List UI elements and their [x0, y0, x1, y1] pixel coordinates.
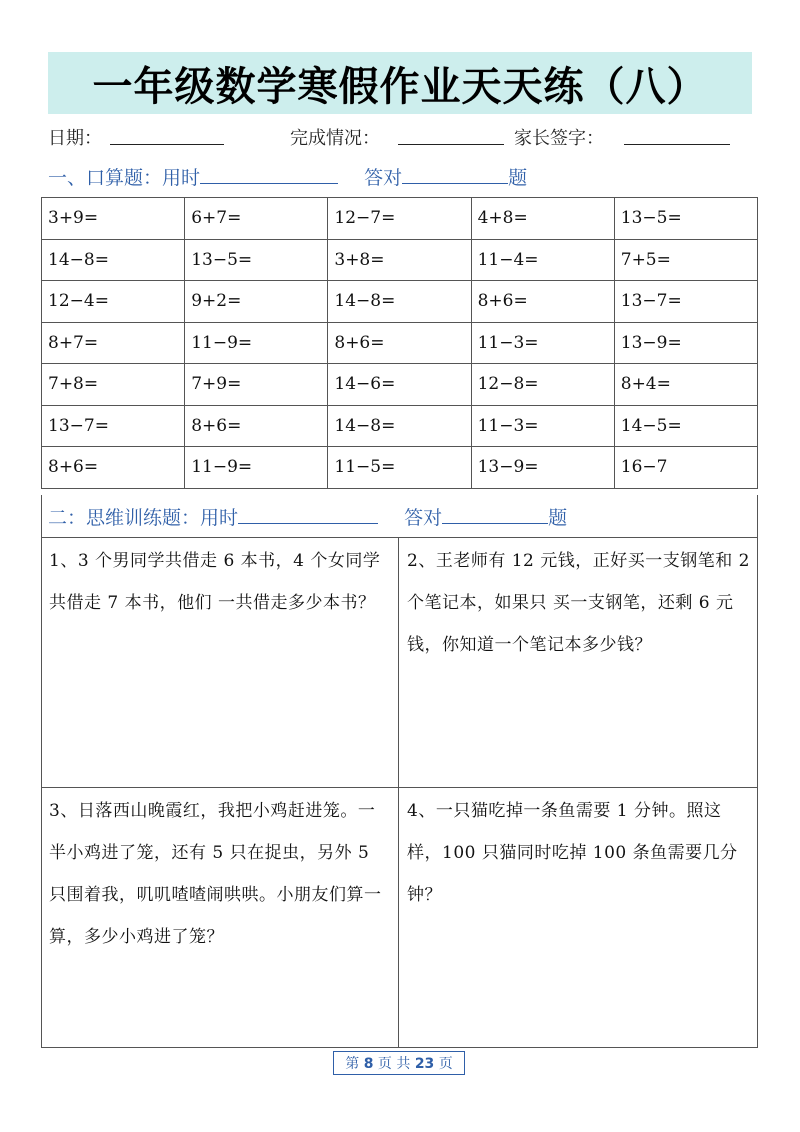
page-prefix: 第: [345, 1056, 360, 1072]
completion-label: 完成情况：: [290, 128, 380, 149]
title-band: [48, 52, 752, 114]
calc-cell[interactable]: 14−8=: [42, 239, 185, 281]
calc-cell[interactable]: 8+4=: [614, 364, 757, 406]
table-row: [42, 364, 758, 406]
page-indicator: [333, 1051, 465, 1075]
calc-cell[interactable]: 8+7=: [42, 322, 185, 364]
calc-cell[interactable]: 11−9=: [185, 322, 328, 364]
calc-cell[interactable]: 8+6=: [471, 281, 614, 323]
divider: [41, 537, 758, 538]
calc-cell[interactable]: 7+8=: [42, 364, 185, 406]
calc-cell[interactable]: 8+6=: [42, 447, 185, 489]
calc-cell[interactable]: 13−7=: [42, 405, 185, 447]
section1-time-field[interactable]: [200, 165, 338, 184]
calc-cell[interactable]: 13−9=: [614, 322, 757, 364]
parent-signature-label: 家长签字：: [514, 128, 604, 149]
calc-cell[interactable]: 11−5=: [328, 447, 471, 489]
mental-math-table: [41, 197, 758, 489]
table-row: [42, 281, 758, 323]
calc-cell[interactable]: 13−9=: [471, 447, 614, 489]
problem-2: 2、王老师有 12 元钱，正好买一支钢笔和 2 个笔记本，如果只 买一支钢笔，还剩 6 元钱，你知道一个笔记本多少钱？: [407, 551, 750, 655]
date-label: 日期：: [48, 128, 102, 149]
section2-unit: 题: [548, 507, 568, 529]
calc-cell[interactable]: 12−7=: [328, 198, 471, 240]
page-total: 23: [414, 1056, 435, 1072]
section2-heading: [48, 503, 567, 530]
problem-1: 1、3 个男同学共借走 6 本书，4 个女同学共借走 7 本书，他们 一共借走多少本书？: [49, 551, 381, 613]
page-middle: 页 共: [377, 1056, 411, 1072]
calc-cell[interactable]: 7+9=: [185, 364, 328, 406]
calc-cell[interactable]: 11−3=: [471, 322, 614, 364]
section2-label: 二：思维训练题：用时: [48, 507, 239, 529]
calc-cell[interactable]: 11−3=: [471, 405, 614, 447]
section2-correct-label: 答对: [404, 507, 443, 529]
calc-cell[interactable]: 12−4=: [42, 281, 185, 323]
calc-cell[interactable]: 8+6=: [185, 405, 328, 447]
problem-3: 3、日落西山晚霞红，我把小鸡赶进笼。一半小鸡进了笼，还有 5 只在捉虫，另外 5 只围着我，叽叽喳喳闹哄哄。小朋友们算一 算，多少小鸡进了笼？: [49, 801, 382, 947]
section1-correct-field[interactable]: [402, 165, 508, 184]
table-row: [42, 198, 758, 240]
calc-cell[interactable]: 8+6=: [328, 322, 471, 364]
section1-correct-label: 答对: [364, 167, 403, 189]
table-row: [42, 405, 758, 447]
calc-cell[interactable]: 16−7: [614, 447, 757, 489]
divider: [41, 787, 758, 788]
parent-signature-field[interactable]: [624, 144, 730, 145]
section2-time-field[interactable]: [238, 505, 378, 524]
page-title: 一年级数学寒假作业天天练（八）: [92, 63, 708, 110]
completion-field[interactable]: [398, 144, 504, 145]
date-field[interactable]: [110, 144, 224, 145]
calc-cell[interactable]: 13−5=: [614, 198, 757, 240]
section1-label: 一、口算题：用时: [48, 167, 201, 189]
table-row: [42, 239, 758, 281]
section1-unit: 题: [508, 167, 528, 189]
calc-cell[interactable]: 7+5=: [614, 239, 757, 281]
calc-cell[interactable]: 6+7=: [185, 198, 328, 240]
problem-4: 4、一只猫吃掉一条鱼需要 1 分钟。照这样，100 只猫同时吃掉 100 条鱼需要几分钟？: [407, 801, 738, 905]
section2-correct-field[interactable]: [442, 505, 548, 524]
table-row: [42, 322, 758, 364]
page-suffix: 页: [438, 1056, 453, 1072]
calc-cell[interactable]: 3+8=: [328, 239, 471, 281]
calc-cell[interactable]: 14−8=: [328, 405, 471, 447]
calc-cell[interactable]: 13−7=: [614, 281, 757, 323]
calc-cell[interactable]: 14−8=: [328, 281, 471, 323]
calc-cell[interactable]: 11−4=: [471, 239, 614, 281]
calc-cell[interactable]: 11−9=: [185, 447, 328, 489]
page-number: 8: [363, 1056, 374, 1072]
calc-cell[interactable]: 3+9=: [42, 198, 185, 240]
table-row: [42, 447, 758, 489]
calc-cell[interactable]: 14−6=: [328, 364, 471, 406]
info-row: [48, 122, 752, 150]
section1-heading: [48, 163, 527, 190]
calc-cell[interactable]: 12−8=: [471, 364, 614, 406]
calc-cell[interactable]: 4+8=: [471, 198, 614, 240]
calc-cell[interactable]: 14−5=: [614, 405, 757, 447]
calc-cell[interactable]: 13−5=: [185, 239, 328, 281]
calc-cell[interactable]: 9+2=: [185, 281, 328, 323]
